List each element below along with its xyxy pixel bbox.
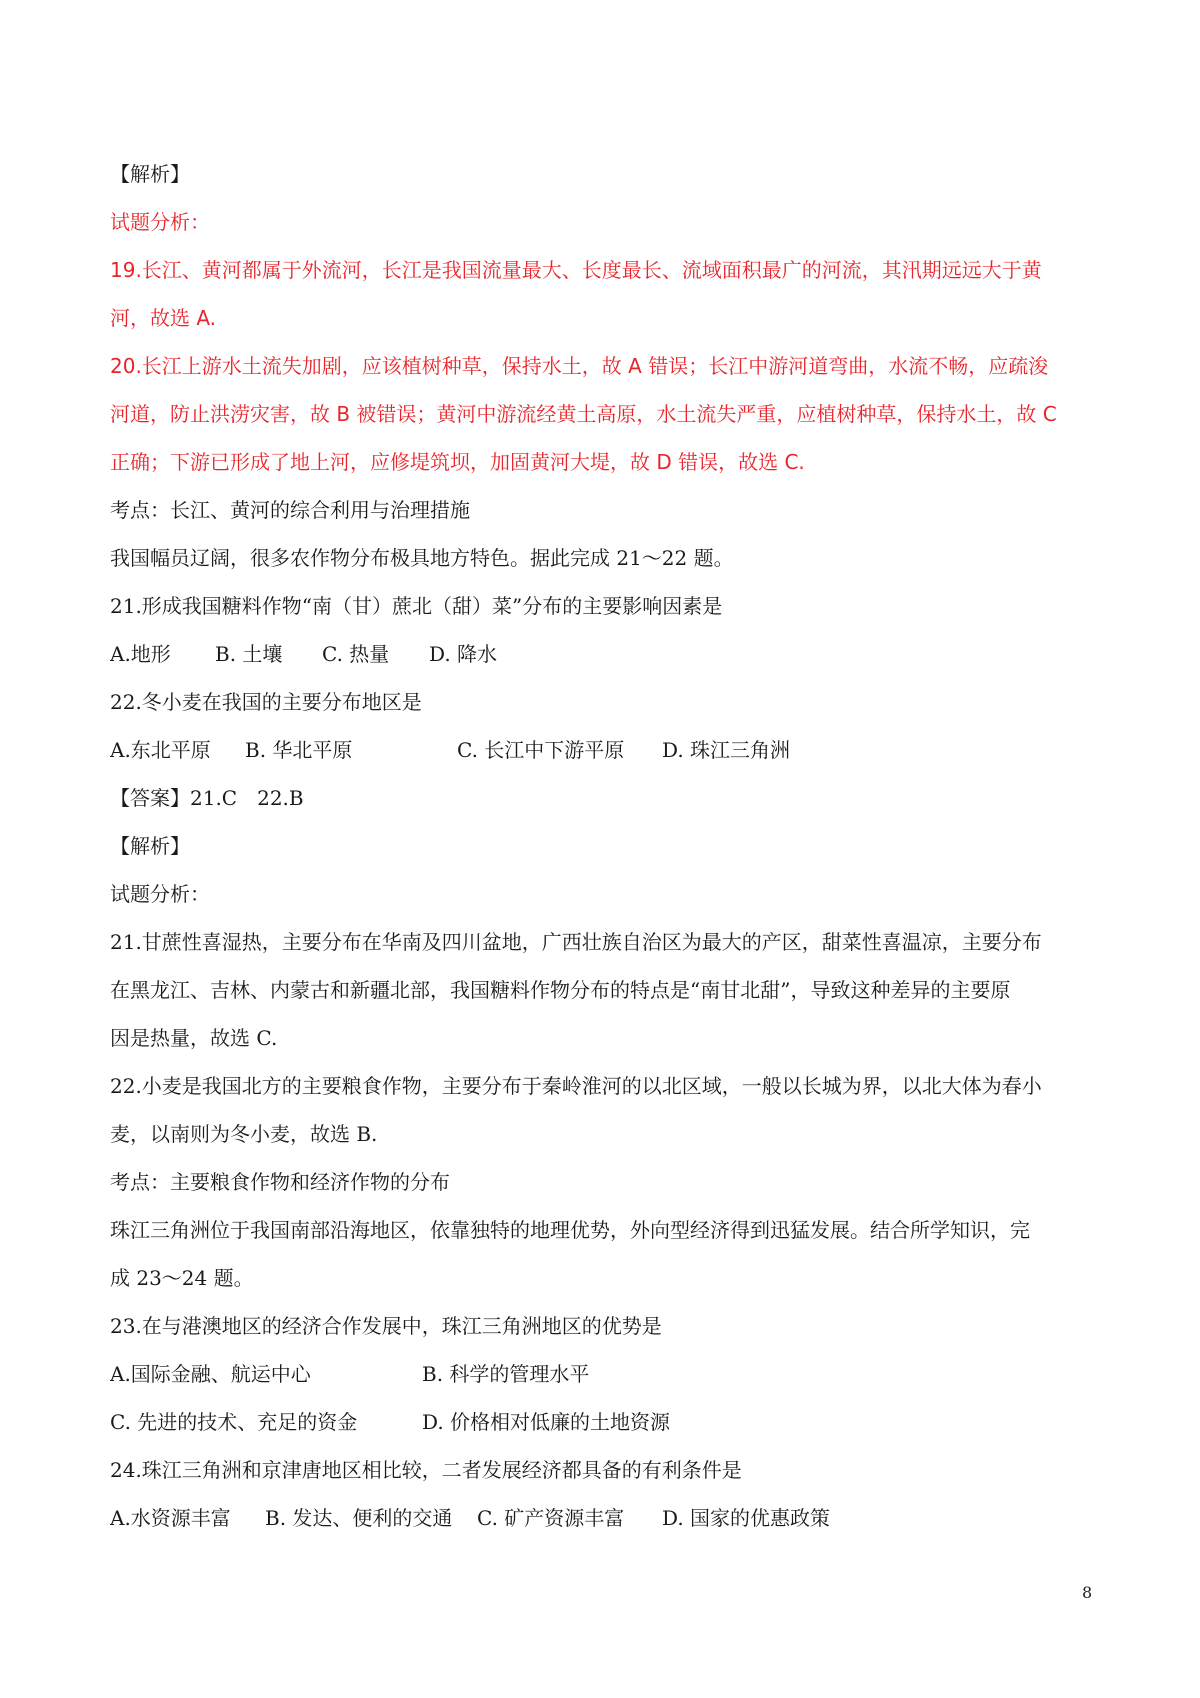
q21-option-b: B. 土壤 bbox=[215, 642, 283, 666]
intro-23-24-line-2: 成 23～24 题。 bbox=[110, 1266, 254, 1290]
q21-options bbox=[110, 630, 1105, 678]
jiexi-heading-1: 【解析】 bbox=[110, 162, 190, 186]
q23-options-row-2 bbox=[110, 1398, 1105, 1446]
q22-option-b: B. 华北平原 bbox=[245, 738, 353, 762]
q20-analysis-line-3: 正确；下游已形成了地上河，应修堤筑坝，加固黄河大堤，故 D 错误，故选 C. bbox=[110, 450, 805, 474]
q20-analysis-line-2: 河道，防止洪涝灾害，故 B 被错误；黄河中游流经黄土高原，水土流失严重，应植树种草，保持水土，故 C bbox=[110, 402, 1057, 426]
question-22: 22.冬小麦在我国的主要分布地区是 bbox=[110, 690, 422, 714]
question-24: 24.珠江三角洲和京津唐地区相比较，二者发展经济都具备的有利条件是 bbox=[110, 1458, 742, 1482]
kaodian-1: 考点：长江、黄河的综合利用与治理措施 bbox=[110, 498, 470, 522]
answer-21-22: 【答案】21.C 22.B bbox=[110, 786, 304, 810]
q23-option-a: A.国际金融、航运中心 bbox=[110, 1362, 311, 1386]
q23-options-row-1 bbox=[110, 1350, 1105, 1398]
kaodian-2: 考点：主要粮食作物和经济作物的分布 bbox=[110, 1170, 450, 1194]
q23-option-b: B. 科学的管理水平 bbox=[422, 1362, 590, 1386]
q22-option-d: D. 珠江三角洲 bbox=[662, 738, 791, 762]
a21-line-1: 21.甘蔗性喜湿热，主要分布在华南及四川盆地，广西壮族自治区为最大的产区，甜菜性喜温凉，主要分布 bbox=[110, 930, 1042, 954]
analysis-label-1: 试题分析： bbox=[110, 210, 210, 234]
q24-option-a: A.水资源丰富 bbox=[110, 1506, 231, 1530]
jiexi-heading-2: 【解析】 bbox=[110, 834, 190, 858]
q21-option-c: C. 热量 bbox=[322, 642, 390, 666]
question-23: 23.在与港澳地区的经济合作发展中，珠江三角洲地区的优势是 bbox=[110, 1314, 662, 1338]
q24-option-c: C. 矿产资源丰富 bbox=[477, 1506, 625, 1530]
page-number: 8 bbox=[1082, 1583, 1093, 1602]
q19-analysis-line-2: 河，故选 A. bbox=[110, 306, 217, 330]
q20-analysis-line-1: 20.长江上游水土流失加剧，应该植树种草，保持水土，故 A 错误；长江中游河道弯曲，水流不畅，应疏浚 bbox=[110, 354, 1049, 378]
q24-options bbox=[110, 1494, 1105, 1542]
page-content bbox=[110, 150, 1105, 1542]
a22-line-1: 22.小麦是我国北方的主要粮食作物，主要分布于秦岭淮河的以北区域，一般以长城为界，以北大体为春小 bbox=[110, 1074, 1042, 1098]
q22-options bbox=[110, 726, 1105, 774]
analysis-label-2: 试题分析： bbox=[110, 882, 210, 906]
a21-line-2: 在黑龙江、吉林、内蒙古和新疆北部，我国糖料作物分布的特点是“南甘北甜”，导致这种差异的主要原 bbox=[110, 978, 1011, 1002]
a21-line-3: 因是热量，故选 C. bbox=[110, 1026, 278, 1050]
q24-option-b: B. 发达、便利的交通 bbox=[265, 1506, 453, 1530]
q21-option-a: A.地形 bbox=[110, 642, 171, 666]
intro-23-24-line-1: 珠江三角洲位于我国南部沿海地区，依靠独特的地理优势，外向型经济得到迅猛发展。结合所学知识，完 bbox=[110, 1218, 1030, 1242]
q24-option-d: D. 国家的优惠政策 bbox=[662, 1506, 831, 1530]
q23-option-d: D. 价格相对低廉的土地资源 bbox=[422, 1410, 671, 1434]
q23-option-c: C. 先进的技术、充足的资金 bbox=[110, 1410, 358, 1434]
q22-option-a: A.东北平原 bbox=[110, 738, 211, 762]
intro-21-22: 我国幅员辽阔，很多农作物分布极具地方特色。据此完成 21～22 题。 bbox=[110, 546, 734, 570]
q22-option-c: C. 长江中下游平原 bbox=[457, 738, 625, 762]
question-21: 21.形成我国糖料作物“南（甘）蔗北（甜）菜”分布的主要影响因素是 bbox=[110, 594, 723, 618]
q21-option-d: D. 降水 bbox=[429, 642, 498, 666]
q19-analysis-line-1: 19.长江、黄河都属于外流河，长江是我国流量最大、长度最长、流域面积最广的河流，其汛期远远大于黄 bbox=[110, 258, 1042, 282]
a22-line-2: 麦，以南则为冬小麦，故选 B. bbox=[110, 1122, 378, 1146]
